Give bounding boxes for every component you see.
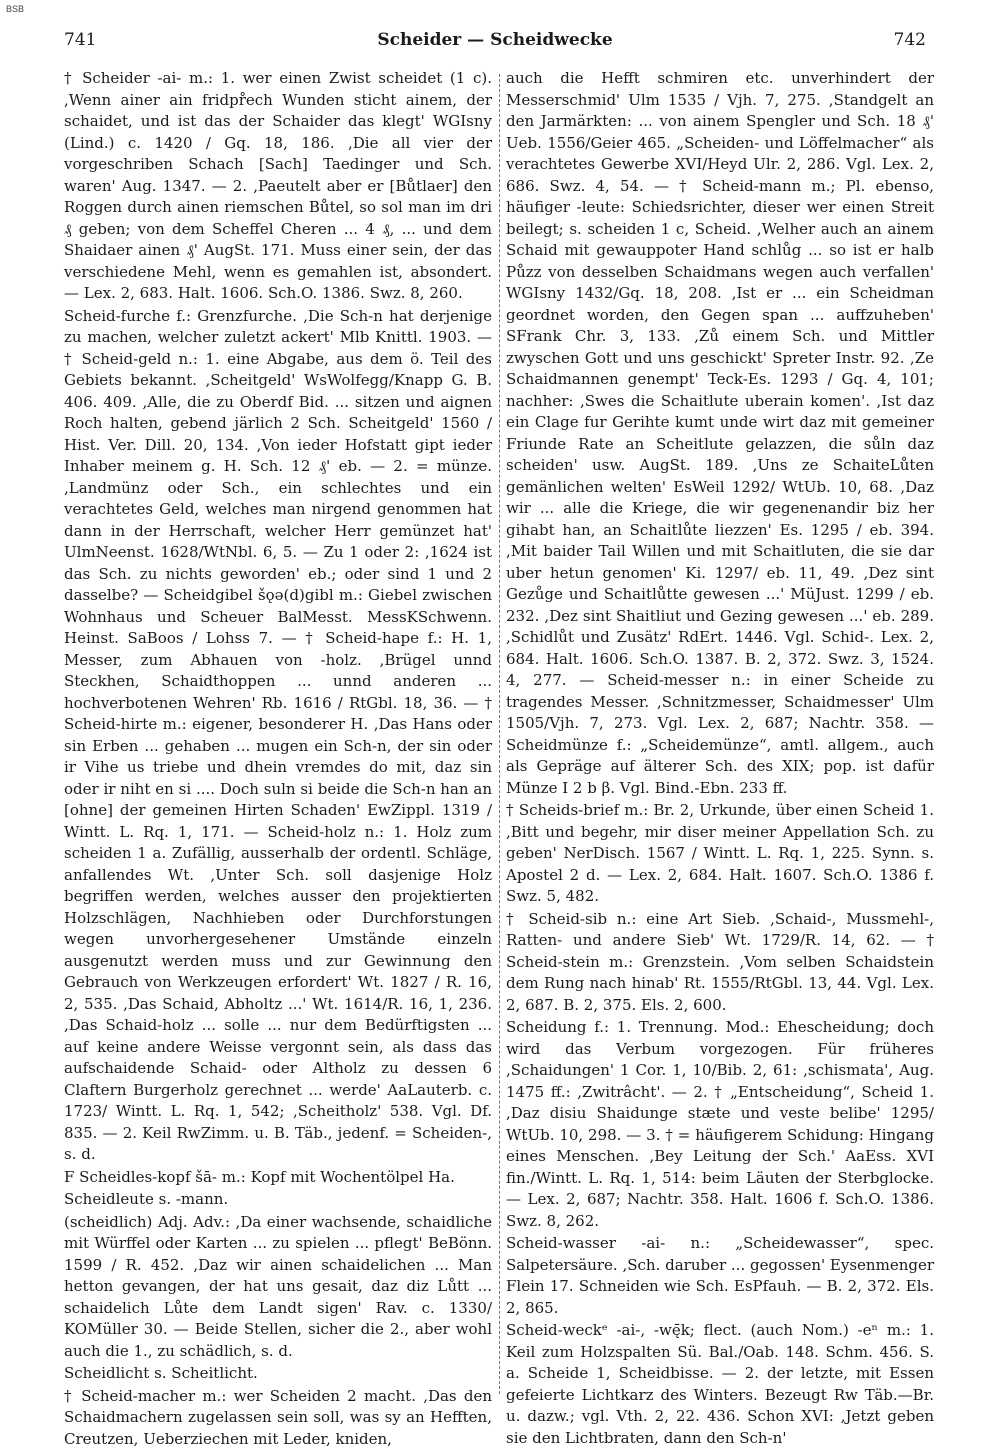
- page-number-right: 742: [894, 30, 926, 50]
- entry-scheids-brief: † Scheids-brief m.: Br. 2, Urkunde, über einen Scheid 1. ,Bitt und begehr, mir diser meiner Appellation Sch. zu geben' NerDisch. 1567 / Wintt. L. Rq. 1, 225. Synn. s. Apostel 2 d. — Lex. 2, 684. Halt. 1607. Sch.O. 1386 f. Swz. 5, 482.: [506, 800, 934, 908]
- entry-scheidlicht: Scheidlicht s. Scheitlicht.: [64, 1363, 492, 1385]
- entry-scheid-furche: Scheid-furche f.: Grenzfurche. ,Die Sch-n hat derjenige zu machen, welcher zuletzt ackert' Mlb Knittl. 1903. — † Scheid-geld n.: 1. eine Abgabe, aus dem ö. Teil des Gebiets bekannt. ,Scheitgeld' WsWolfegg/Knapp G. B. 406. 409. ,Alle, die zu Oberdf Bid. ... sitzen und aignen Roch halten, gebend järlich 2 Sch. Scheitgeld' 1560 / Hist. Ver. Dill. 20, 134. ,Von ieder Hofstatt gipt ieder Inhaber meinem g. H. Sch. 12 ₰' eb. — 2. = münze. ,Landmünz oder Sch., ein schlechtes und ein verachtetes Geld, welches man nirgend genommen hat dann in der Herrschaft, welcher Herr gemünzet hat' UlmNeenst. 1628/WtNbl. 6, 5. — Zu 1 oder 2: ,1624 ist das Sch. zu nichts geworden' eb.; oder sind 1 und 2 dasselbe? — Scheidgibel šǫə(d)gibl m.: Giebel zwischen Wohnhaus und Scheuer BalMesst. MessKSchwenn. Heinst. SaBoos / Lohss 7. — † Scheid-hape f.: H. 1, Messer, zum Abhauen von -holz. ,Brügel unnd Steckhen, Schaidthoppen ... unnd anderen ... hochverbotenen Wehren' Rb. 1616 / RtGbl. 18, 36. — † Scheid-hirte m.: eigener, besonderer H. ,Das Hans oder sin Erben ... gehaben ... mugen ein Sch-n, der sin oder ir Vihe us triebe und dhein vremdes do mit, daz sin oder ir niht en si .... Doch suln si beide die Sch-n han an [ohne] der gemeinen Hirten Schaden' EwZippl. 1319 / Wintt. L. Rq. 1, 171. — Scheid-holz n.: 1. Holz zum scheiden 1 a. Zufällig, ausserhalb der ordentl. Schläge, anfallendes Wt. ,Unter Sch. soll dasjenige Holz begriffen werden, welches ausser den projektierten Holzschlägen, Nachhieben oder Durchforstungen wegen unvorhergesehener Umstände einzeln ausgenutzt werden muss und zur Gewinnung den Gebrauch von Werkzeugen erfordert' Wt. 1827 / R. 16, 2, 535. ,Das Schaid, Abholtz ...' Wt. 1614/R. 16, 1, 236. ,Das Schaid-holz ... solle ... nur dem Bedürftigsten ... auf keine andere Weisse vergonnt sein, als dass das aufschaidende Schaid- oder Altholz zu dessen 6 Claftern Burgerholz gerechnet ... werde' AaLauterb. c. 1723/ Wintt. L. Rq. 1, 542; ,Scheitholz' 538. Vgl. Df. 835. — 2. Keil RwZimm. u. B. Täb., jedenf. = Scheiden-, s. d.: [64, 306, 492, 1166]
- right-column: [506, 68, 934, 1408]
- column-divider: [499, 74, 500, 1394]
- library-mark: BSB: [6, 4, 24, 14]
- entry-scheidleute: Scheidleute s. -mann.: [64, 1189, 492, 1211]
- entry-scheidles-kopf: F Scheidles-kopf šā- m.: Kopf mit Wochentölpel Ha.: [64, 1167, 492, 1189]
- entry-scheid-sib: † Scheid-sib n.: eine Art Sieb. ,Schaid-, Mussmehl-, Ratten- und andere Sieb' Wt. 1729/R. 14, 62. — † Scheid-stein m.: Grenzstein. ,Vom selben Schaidstein dem Rung nach hinab' Rt. 1555/RtGbl. 13, 44. Vgl. Lex. 2, 687. B. 2, 375. Els. 2, 600.: [506, 909, 934, 1017]
- page-number-left: 741: [64, 30, 96, 50]
- entry-scheid-wecke: Scheid-weckᵉ -ai-, -wę̄k; flect. (auch Nom.) -eⁿ m.: 1. Keil zum Holzspalten Sü. Bal./Oab. 148. Schm. 456. S. a. Scheide 1, Scheidbisse. — 2. der letzte, mit Essen gefeierte Lichtkarz des Winters. Bezeugt Rw Täb.—Br. u. dazw.; vgl. Vth. 2, 22. 436. Schon XVI: ,Jetzt geben sie den Lichtbraten, dann den Sch-n': [506, 1320, 934, 1449]
- entry-scheid-macher: † Scheid-macher m.: wer Scheiden 2 macht. ,Das den Schaidmachern zugelassen sein soll, was sy an Hefften, Creutzen, Ueberziechen mit Leder, kniden,: [64, 1386, 492, 1450]
- text-columns: [64, 68, 934, 1408]
- entry-scheider: † Scheider -ai- m.: 1. wer einen Zwist scheidet (1 c). ,Wenn ainer ain fridpr̊ech Wunden sticht ainem, der schaidet, und ist das der Schaider das klegt' WGIsny (Lind.) c. 1420 / Gq. 18, 186. ,Die all vier der vorgeschriben Schach [Sach] Taedinger und Sch. waren' Aug. 1347. — 2. ,Paeutelt aber er [Bůtlaer] den Roggen durch ainen riemschen Bůtel, so sol man im dri ₰ geben; von dem Scheffel Cheren ... 4 ₰, ... und dem Shaidaer ainen ₰' AugSt. 171. Muss einer sein, der das verschiedene Mehl, wenn es gemahlen ist, absondert. — Lex. 2, 683. Halt. 1606. Sch.O. 1386. Swz. 8, 260.: [64, 68, 492, 305]
- entry-scheid-macher-cont: auch die Hefft schmiren etc. unverhindert der Messerschmid' Ulm 1535 / Vjh. 7, 275. ,Standgelt an den Jarmärkten: ... von ainem Spengler und Sch. 18 ₰' Ueb. 1556/Geier 465. „Scheiden- und Löffelmacher“ als verachtetes Gewerbe XVI/Heyd Ulr. 2, 286. Vgl. Lex. 2, 686. Swz. 4, 54. — † Scheid-mann m.; Pl. ebenso, häufiger -leute: Schiedsrichter, dieser wer einen Streit beilegt; s. scheiden 1 c, Scheid. ,Welher auch an ainem Schaid mit gewauppoter Hand schlůg ... so ist er halb Půzz von desselben Schaidmans wegen auch verfallen' WGIsny 1432/Gq. 18, 208. ,Ist er ... ein Scheidman geordnet worden, den Gegen span ... auffzuheben' SFrank Chr. 3, 133. ,Zů einem Sch. und Mittler zwyschen Gott und uns geschickt' Spreter Instr. 92. ,Ze Schaidmannen genempt' Teck-Es. 1293 / Gq. 4, 101; nachher: ,Swes die Schaitlute uberain komen'. ,Ist daz ein Clage fur Gerihte kumt unde wirt daz mit gemeiner Friunde Rate an Scheitlute gelazzen, die sůln daz scheiden' usw. AugSt. 189. ,Uns ze SchaiteLůten gemänlichen welten' EsWeil 1292/ WtUb. 10, 68. ,Daz wir ... alle die Kriege, die wir gegenenandir biz her gihabt han, an Schaitlůte liezzen' Es. 1295 / eb. 394. ,Mit baider Tail Willen und mit Schaitluten, die sie dar uber hetun genomen' Ki. 1297/ eb. 11, 49. ,Dez sint Gezůge und Schaitlůtte gewesen ...' MüJust. 1299 / eb. 232. ,Dez sint Shaitliut und Gezing gewesen ...' eb. 289. ,Schidlůt und Zusätz' RdErt. 1446. Vgl. Schid-. Lex. 2, 684. Halt. 1606. Sch.O. 1387. B. 2, 372. Swz. 3, 1524. 4, 277. — Scheid-messer n.: in einer Scheide zu tragendes Messer. ,Schnitzmesser, Schaidmesser' Ulm 1505/Vjh. 7, 273. Vgl. Lex. 2, 687; Nachtr. 358. — Scheidmünze f.: „Scheidemünze“, amtl. allgem., auch als Gepräge auf älterer Sch. des XIX; pop. ist dafür Münze I 2 b β. Vgl. Bind.-Ebn. 233 ff.: [506, 68, 934, 799]
- running-title: Scheider — Scheidwecke: [64, 30, 926, 50]
- page-header: [64, 30, 926, 56]
- left-column: [64, 68, 492, 1408]
- entry-scheidung: Scheidung f.: 1. Trennung. Mod.: Ehescheidung; doch wird das Verbum vorgezogen. Für früheres ,Schaidungen' 1 Cor. 1, 10/Bib. 2, 61: ,schismata', Aug. 1475 ff.: ,Zwitrâcht'. — 2. † „Entscheidung“, Scheid 1. ,Daz disiu Shaidunge stæte und veste belibe' 1295/ WtUb. 10, 298. — 3. † = häufigerem Schidung: Hingang eines Menschen. ,Bey Leitung der Sch.' AaEss. XVI fin./Wintt. L. Rq. 1, 514: beim Läuten der Sterbglocke. — Lex. 2, 687; Nachtr. 358. Halt. 1606 f. Sch.O. 1386. Swz. 8, 262.: [506, 1017, 934, 1232]
- entry-scheid-wasser: Scheid-wasser -ai- n.: „Scheidewasser“, spec. Salpetersäure. ,Sch. daruber ... gegossen' Eysenmenger Flein 17. Schneiden wie Sch. EsPfauh. — B. 2, 372. Els. 2, 865.: [506, 1233, 934, 1319]
- entry-scheidlich: (scheidlich) Adj. Adv.: ,Da einer wachsende, schaidliche mit Würffel oder Karten ... zu spielen ... pflegt' BeBönn. 1599 / R. 452. ,Daz wir ainen schaidelichen ... Man hetton gevangen, der hat uns gesait, daz diz Lůtt ... schaidelich Lůte dem Landt sigen' Rav. c. 1330/ KOMüller 30. — Beide Stellen, sicher die 2., aber wohl auch die 1., zu schädlich, s. d.: [64, 1212, 492, 1363]
